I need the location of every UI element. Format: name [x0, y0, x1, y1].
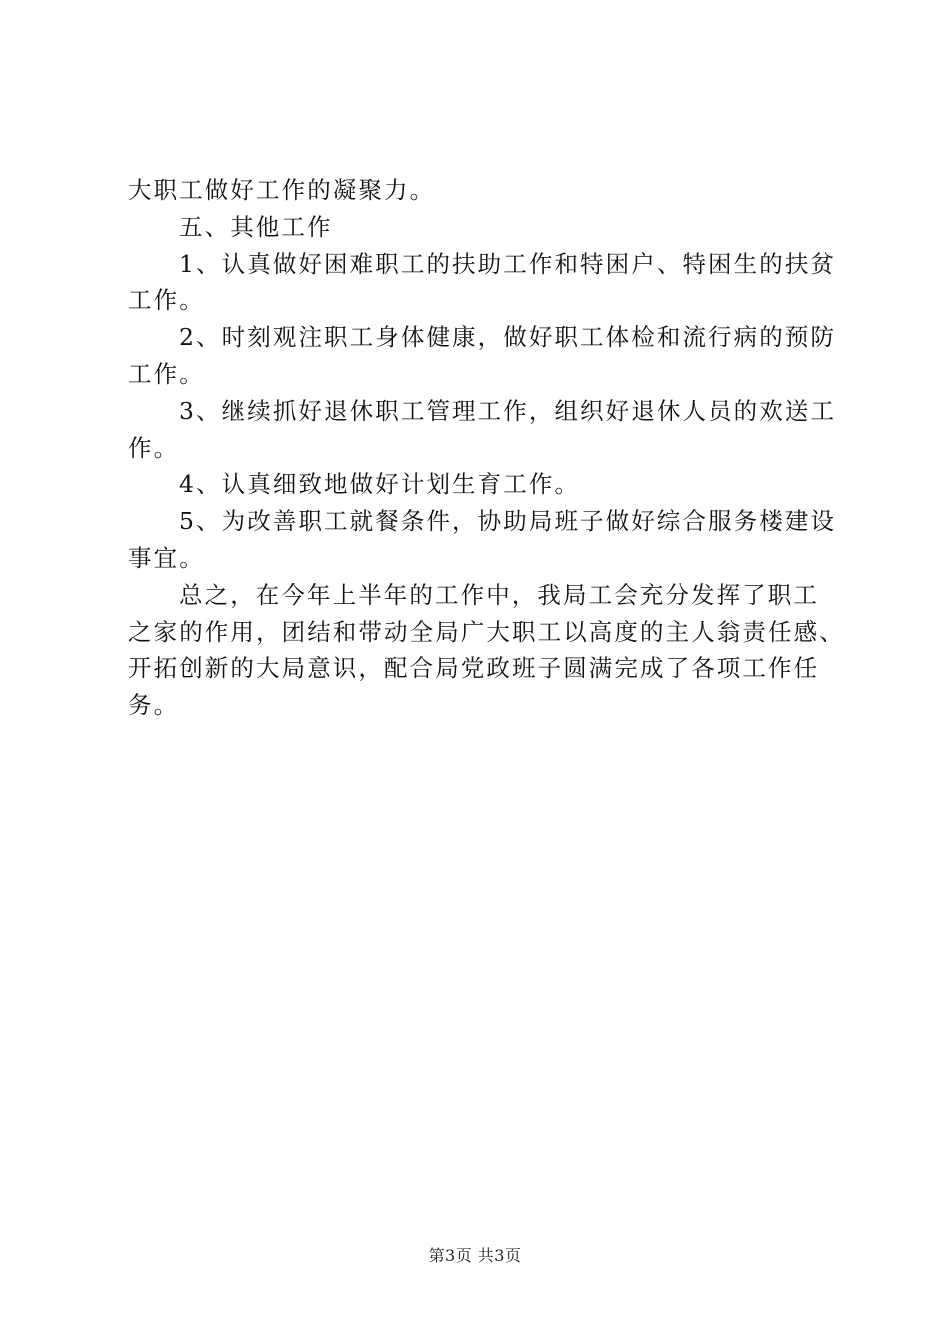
document-body [128, 172, 845, 724]
paragraph-line: 之家的作用，团结和带动全局广大职工以高度的主人翁责任感、 [128, 617, 845, 646]
list-item-line: 1、认真做好困难职工的扶助工作和特困户、特困生的扶贫 [179, 249, 837, 278]
page-number-footer: 第3页 共3页 [428, 1246, 522, 1265]
paragraph-line: 大职工做好工作的凝聚力。 [128, 176, 436, 204]
list-item-line: 2、时刻观注职工身体健康，做好职工体检和流行病的预防 [179, 323, 837, 352]
list-item-line: 事宜。 [128, 543, 205, 572]
list-item-line: 工作。 [128, 286, 205, 315]
list-item-line: 4、认真细致地做好计划生育工作。 [179, 470, 581, 499]
list-item-line: 工作。 [128, 359, 205, 388]
paragraph-line: 务。 [128, 691, 180, 720]
section-heading: 五、其他工作 [179, 212, 333, 241]
paragraph-line: 总之，在今年上半年的工作中，我局工会充分发挥了职工 [179, 580, 819, 609]
list-item-line: 作。 [128, 433, 180, 462]
list-item-line: 3、继续抓好退休职工管理工作，组织好退休人员的欢送工 [179, 396, 837, 425]
paragraph-line: 开拓创新的大局意识，配合局党政班子圆满完成了各项工作任 [128, 654, 820, 683]
list-item-line: 5、为改善职工就餐条件，协助局班子做好综合服务楼建设 [179, 507, 837, 536]
